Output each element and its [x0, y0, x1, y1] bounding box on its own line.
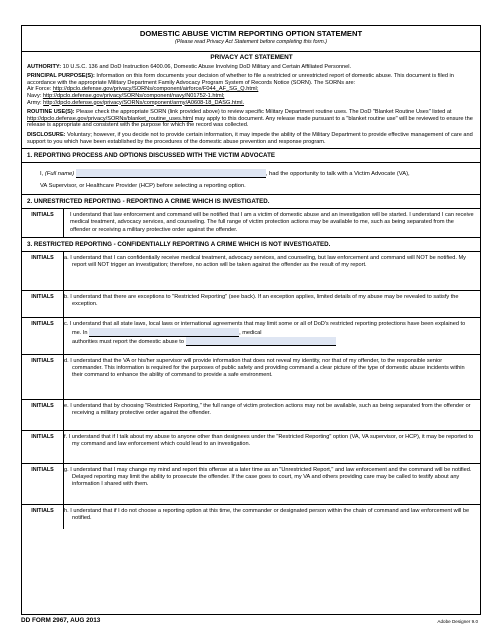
- disclosure-text: Voluntary; however, if you decide not to provide certain information, it may impede the ability of the Military Department to provide effective management of care and support to you which have been established by the procedures of the domestic abuse prevention and response program.: [27, 131, 473, 145]
- section3-item-g: [22, 463, 480, 504]
- privacy-heading: PRIVACY ACT STATEMENT: [210, 54, 293, 61]
- form-body: [21, 25, 481, 615]
- section1-line1: [40, 169, 475, 178]
- item-g-text-1: g. I understand that I may change my mind and report this offense at a later time as an "Unrestricted Report," and law enforcement and the command will be notified. Delayed reporting may limit the ability to prosecute the offender.: [64, 466, 472, 480]
- section3-item-f: [22, 430, 480, 463]
- section2-text: I understand that law enforcement and command will be notified that I am a victim of domestic abuse and an investigation will be started. I understand I can receive medical treatment, advocacy services, and counseling. The full range of victim protection actions may be available to me, such as being separated from the offender or receiving a military protective order against the offender.: [70, 212, 474, 233]
- full-name-field[interactable]: [76, 169, 266, 178]
- disclosure-label: DISCLOSURE:: [27, 131, 66, 138]
- section1-heading: 1. REPORTING PROCESS AND OPTIONS DISCUSSED WITH THE VICTIM ADVOCATE: [22, 148, 480, 163]
- item-c-text-1: c. I understand that all state laws, local laws or international agreements that may limit some or all of DoD's restricted reporting protections have been explained to me. In: [64, 320, 466, 336]
- item-c-text: [64, 318, 480, 354]
- privacy-act-statement: [22, 51, 480, 145]
- item-g-text-2: If the case goes to court, my VA and others providing care may be called to testify about any information I shared with them.: [72, 473, 460, 488]
- full-name-label: (Full name): [44, 171, 75, 178]
- item-e-text: e. I understand that by choosing "Restricted Reporting," the full range of victim protection actions may not be available, such as being separated from the offender or receiving a military protective order against the offender.: [64, 402, 471, 416]
- routine-label: ROUTINE USE(S):: [27, 109, 75, 116]
- initials-box-g[interactable]: INITIALS: [22, 464, 64, 504]
- routine-text-2: may apply to this document. Any release made pursuant to a "blanket routine use" will be reviewed to ensure the release is appropriate and consistent with the purpose for which the record was collected.: [27, 115, 473, 129]
- initials-box-e[interactable]: INITIALS: [22, 400, 64, 430]
- section3-item-e: [22, 399, 480, 430]
- authority-paragraph: [27, 64, 476, 71]
- section3-item-h: [22, 504, 480, 529]
- army-label: Army:: [27, 99, 42, 106]
- army-link[interactable]: http://dpclo.defense.gov/privacy/SORNs/component/army/A0608-18_DASG.html.: [43, 99, 245, 106]
- section2-row: [22, 209, 480, 237]
- authority-label: AUTHORITY:: [27, 63, 62, 70]
- initials-box-d[interactable]: INITIALS: [22, 355, 64, 399]
- purpose-paragraph: [27, 73, 476, 106]
- section3-list: [22, 252, 480, 529]
- item-b-text: b. I understand that there are exceptions to "Restricted Reporting" (see back). If an exception applies, limited details of my abuse may be revealed to satisfy the exception.: [64, 293, 459, 307]
- section1-i-label: I,: [40, 171, 44, 178]
- jurisdiction-field[interactable]: [89, 328, 239, 337]
- initials-box-f[interactable]: INITIALS: [22, 431, 64, 463]
- routine-text-1: Please check the appropriate SORN (link provided above) to review specific Military Department routine uses. The DoD "Blanket Routine Uses" listed at: [76, 109, 452, 116]
- air-force-label: Air Force:: [27, 86, 52, 93]
- purpose-label: PRINCIPAL PURPOSE(S):: [27, 73, 95, 80]
- section3-item-d: [22, 354, 480, 399]
- initials-box-h[interactable]: INITIALS: [22, 505, 64, 529]
- form-subtitle: (Please read Privacy Act Statement before completing this form.): [174, 39, 327, 45]
- section1-line2: VA Supervisor, or Healthcare Provider (HCP) before selecting a reporting option.: [40, 183, 246, 190]
- authority-text: 10 U.S.C. 136 and DoD Instruction 6400.06, Domestic Abuse Involving DoD Military and Certain Affiliated Personnel.: [62, 63, 352, 70]
- item-f-text: f. I understand that if I talk about my abuse to anyone other than designees under the "Restricted Reporting" option (VA, VA supervisor, or HCP), it may be reported to my command and law enforcement which could lead to an investigation.: [64, 433, 474, 447]
- section3-item-c: [22, 317, 480, 354]
- item-c-text-3: authorities must report the domestic abuse to: [72, 338, 184, 345]
- section3-item-b: [22, 290, 480, 317]
- routine-link[interactable]: http://dpclo.defense.gov/privacy/SORNs/blanket_routine_uses.html: [27, 115, 194, 122]
- initials-box-c[interactable]: INITIALS: [22, 318, 64, 354]
- disclosure-paragraph: [27, 132, 476, 145]
- routine-use-paragraph: [27, 109, 476, 129]
- navy-link[interactable]: http://dpclo.defense.gov/privacy/SORNs/component/navy/N01752-1.html;: [42, 92, 225, 99]
- navy-label: Navy:: [27, 92, 42, 99]
- initials-box-a[interactable]: INITIALS: [22, 252, 64, 290]
- software-label: Adobe Designer 9.0: [437, 619, 478, 624]
- item-d-text: d. I understand that the VA or his/her supervisor will provide information that does not reveal my identity, nor that of my offender, to the responsible senior commander. This information is required for the purposes of public safety and providing command a clear picture of the type of domestic abuse incidents within their command to enhance the ability of command to provide a safe environment.: [64, 357, 465, 379]
- authority-field[interactable]: [186, 337, 336, 346]
- item-h-text: h. I understand that if I do not choose a reporting option at this time, the commander or designated person within the chain of command and law enforcement will be notified.: [64, 507, 470, 521]
- item-c-text-2: , medical: [239, 329, 262, 336]
- form-number: DD FORM 2967, AUG 2013: [21, 617, 101, 624]
- section3-heading: 3. RESTRICTED REPORTING - CONFIDENTIALLY REPORTING A CRIME WHICH IS NOT INVESTIGATED.: [22, 237, 480, 252]
- purpose-text: Information on this form documents your decision of whether to file a restricted or unrestricted report of domestic abuse. This document is filed in accordance with the appropriate Military Department Family Advocacy Program System of Records Notice (SORN). The SORNs are:: [27, 73, 454, 86]
- section3-item-a: [22, 252, 480, 290]
- item-g-text: [64, 464, 480, 504]
- section2-initials-box[interactable]: INITIALS: [22, 209, 64, 237]
- air-force-link[interactable]: http://dpclo.defense.gov/privacy/SORNs/component/airforce/F044_AF_SG_Q.html;: [52, 86, 259, 93]
- section2-heading: 2. UNRESTRICTED REPORTING - REPORTING A CRIME WHICH IS INVESTIGATED.: [22, 194, 480, 209]
- initials-box-b[interactable]: INITIALS: [22, 291, 64, 317]
- section1-line1-text: , had the opportunity to talk with a Victim Advocate (VA),: [265, 171, 410, 178]
- item-a-text: a. I understand that I can confidentially receive medical treatment, advocacy services, and counseling, but law enforcement and command will NOT be notified. My report will NOT trigger an investigation; therefore, no action will be taken against the offender as the result of my report.: [64, 254, 466, 268]
- form-title: DOMESTIC ABUSE VICTIM REPORTING OPTION STATEMENT: [139, 29, 363, 38]
- section1-body: [22, 163, 480, 190]
